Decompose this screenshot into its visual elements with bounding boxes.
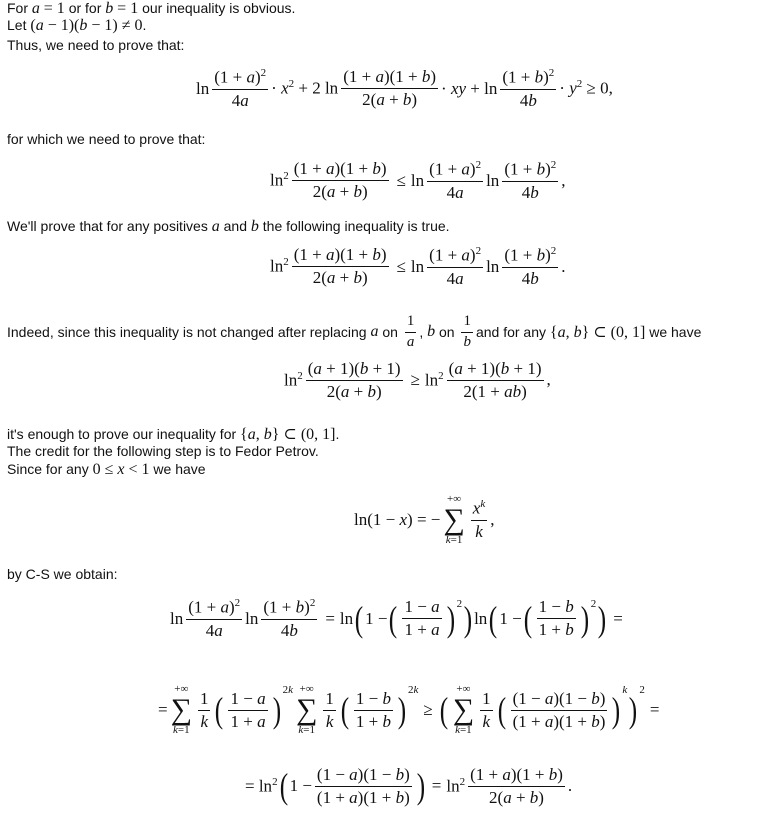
text-line-10: by C-S we obtain:: [7, 566, 118, 582]
text-line-9: Since for any 0 ≤ x < 1 we have: [7, 461, 206, 478]
formula-1: ln $\frac{(1 + a)^2}{4a}$ · $x^2 + 2$ ln $\frac{(1 + a)(1 + b)}{2(a + b)}$ · xy + ln $\frac{(1 + b)^2}{4b}$ · $y^2 \ge 0$,: [196, 67, 613, 110]
text-line-7: it's enough to prove our inequality for {a, b} ⊂ (0, 1].: [7, 426, 340, 443]
text-l1: For a = 1 or for b = 1 our inequality is obvious.: [7, 0, 296, 17]
formula-8: = $\ln^2$ ( 1 − $\frac{(1 - a)(1 - b)}{(1 + a)(1 + b)}$ ) = $\ln^2$ $\frac{(1 + a)(1 + b)}{2(a + b)}$ .: [245, 765, 573, 807]
text-line-1: [7, 0, 295, 18]
text-line-3: Thus, we need to prove that:: [7, 37, 185, 53]
text-line-8: The credit for the following step is to Fedor Petrov.: [7, 443, 319, 459]
formula-2: $\ln^2$ $\frac{(1 + a)(1 + b)}{2(a + b)}$ ≤ ln $\frac{(1 + a)^2}{4a}$ ln $\frac{(1 + b)^2}{4b}$ ,: [270, 159, 566, 202]
text-line-4: for which we need to prove that:: [7, 131, 206, 147]
text-line-6: Indeed, since this inequality is not changed after replacing a on $\frac{1}{a}$ , b on $\frac{1}{b}$ and for any {a, b} ⊂ (0, 1] we have: [7, 313, 702, 350]
formula-6: ln $\frac{(1 + a)^2}{4a}$ ln $\frac{(1 + b)^2}{4b}$ = ln ( 1 − ( $\frac{1 - a}{1 + a}$ ) $^2$ ) ln ( 1 − ( $\frac{1 - b}{1 + b}$ ) $^2$ ) =: [170, 597, 623, 640]
text-line-2: Let (a − 1)(b − 1) ≠ 0.: [7, 17, 147, 34]
formula-3: $\ln^2$ $\frac{(1 + a)(1 + b)}{2(a + b)}$ ≤ ln $\frac{(1 + a)^2}{4a}$ ln $\frac{(1 + b)^2}{4b}$ .: [270, 245, 566, 288]
formula-5: ln(1 − x) = − +∞ ∑ k=1 $\frac{x^k}{k}$ ,: [354, 493, 495, 546]
formula-7: = +∞ ∑ k=1 $\frac{1}{k}$ ( $\frac{1 - a}{1 + a}$ ) $^{2k}$ +∞ ∑ k=1 $\frac{1}{k}$ ( $\frac{1 - b}{1 + b}$ ) $^{2k}$ ≥ ( +∞ ∑ k=1 $\frac{1}{k}$ ( $\frac{(1 - a)(1 - b)}{(1 + a)(1 + b)}$ ) $^k$ ) $^2$ =: [158, 683, 660, 736]
text-line-5: We'll prove that for any positives a and b the following inequality is true.: [7, 218, 450, 235]
formula-4: $\ln^2$ $\frac{(a + 1)(b + 1)}{2(a + b)}$ ≥ $\ln^2$ $\frac{(a + 1)(b + 1)}{2(1 + ab)}$ ,: [284, 359, 551, 401]
